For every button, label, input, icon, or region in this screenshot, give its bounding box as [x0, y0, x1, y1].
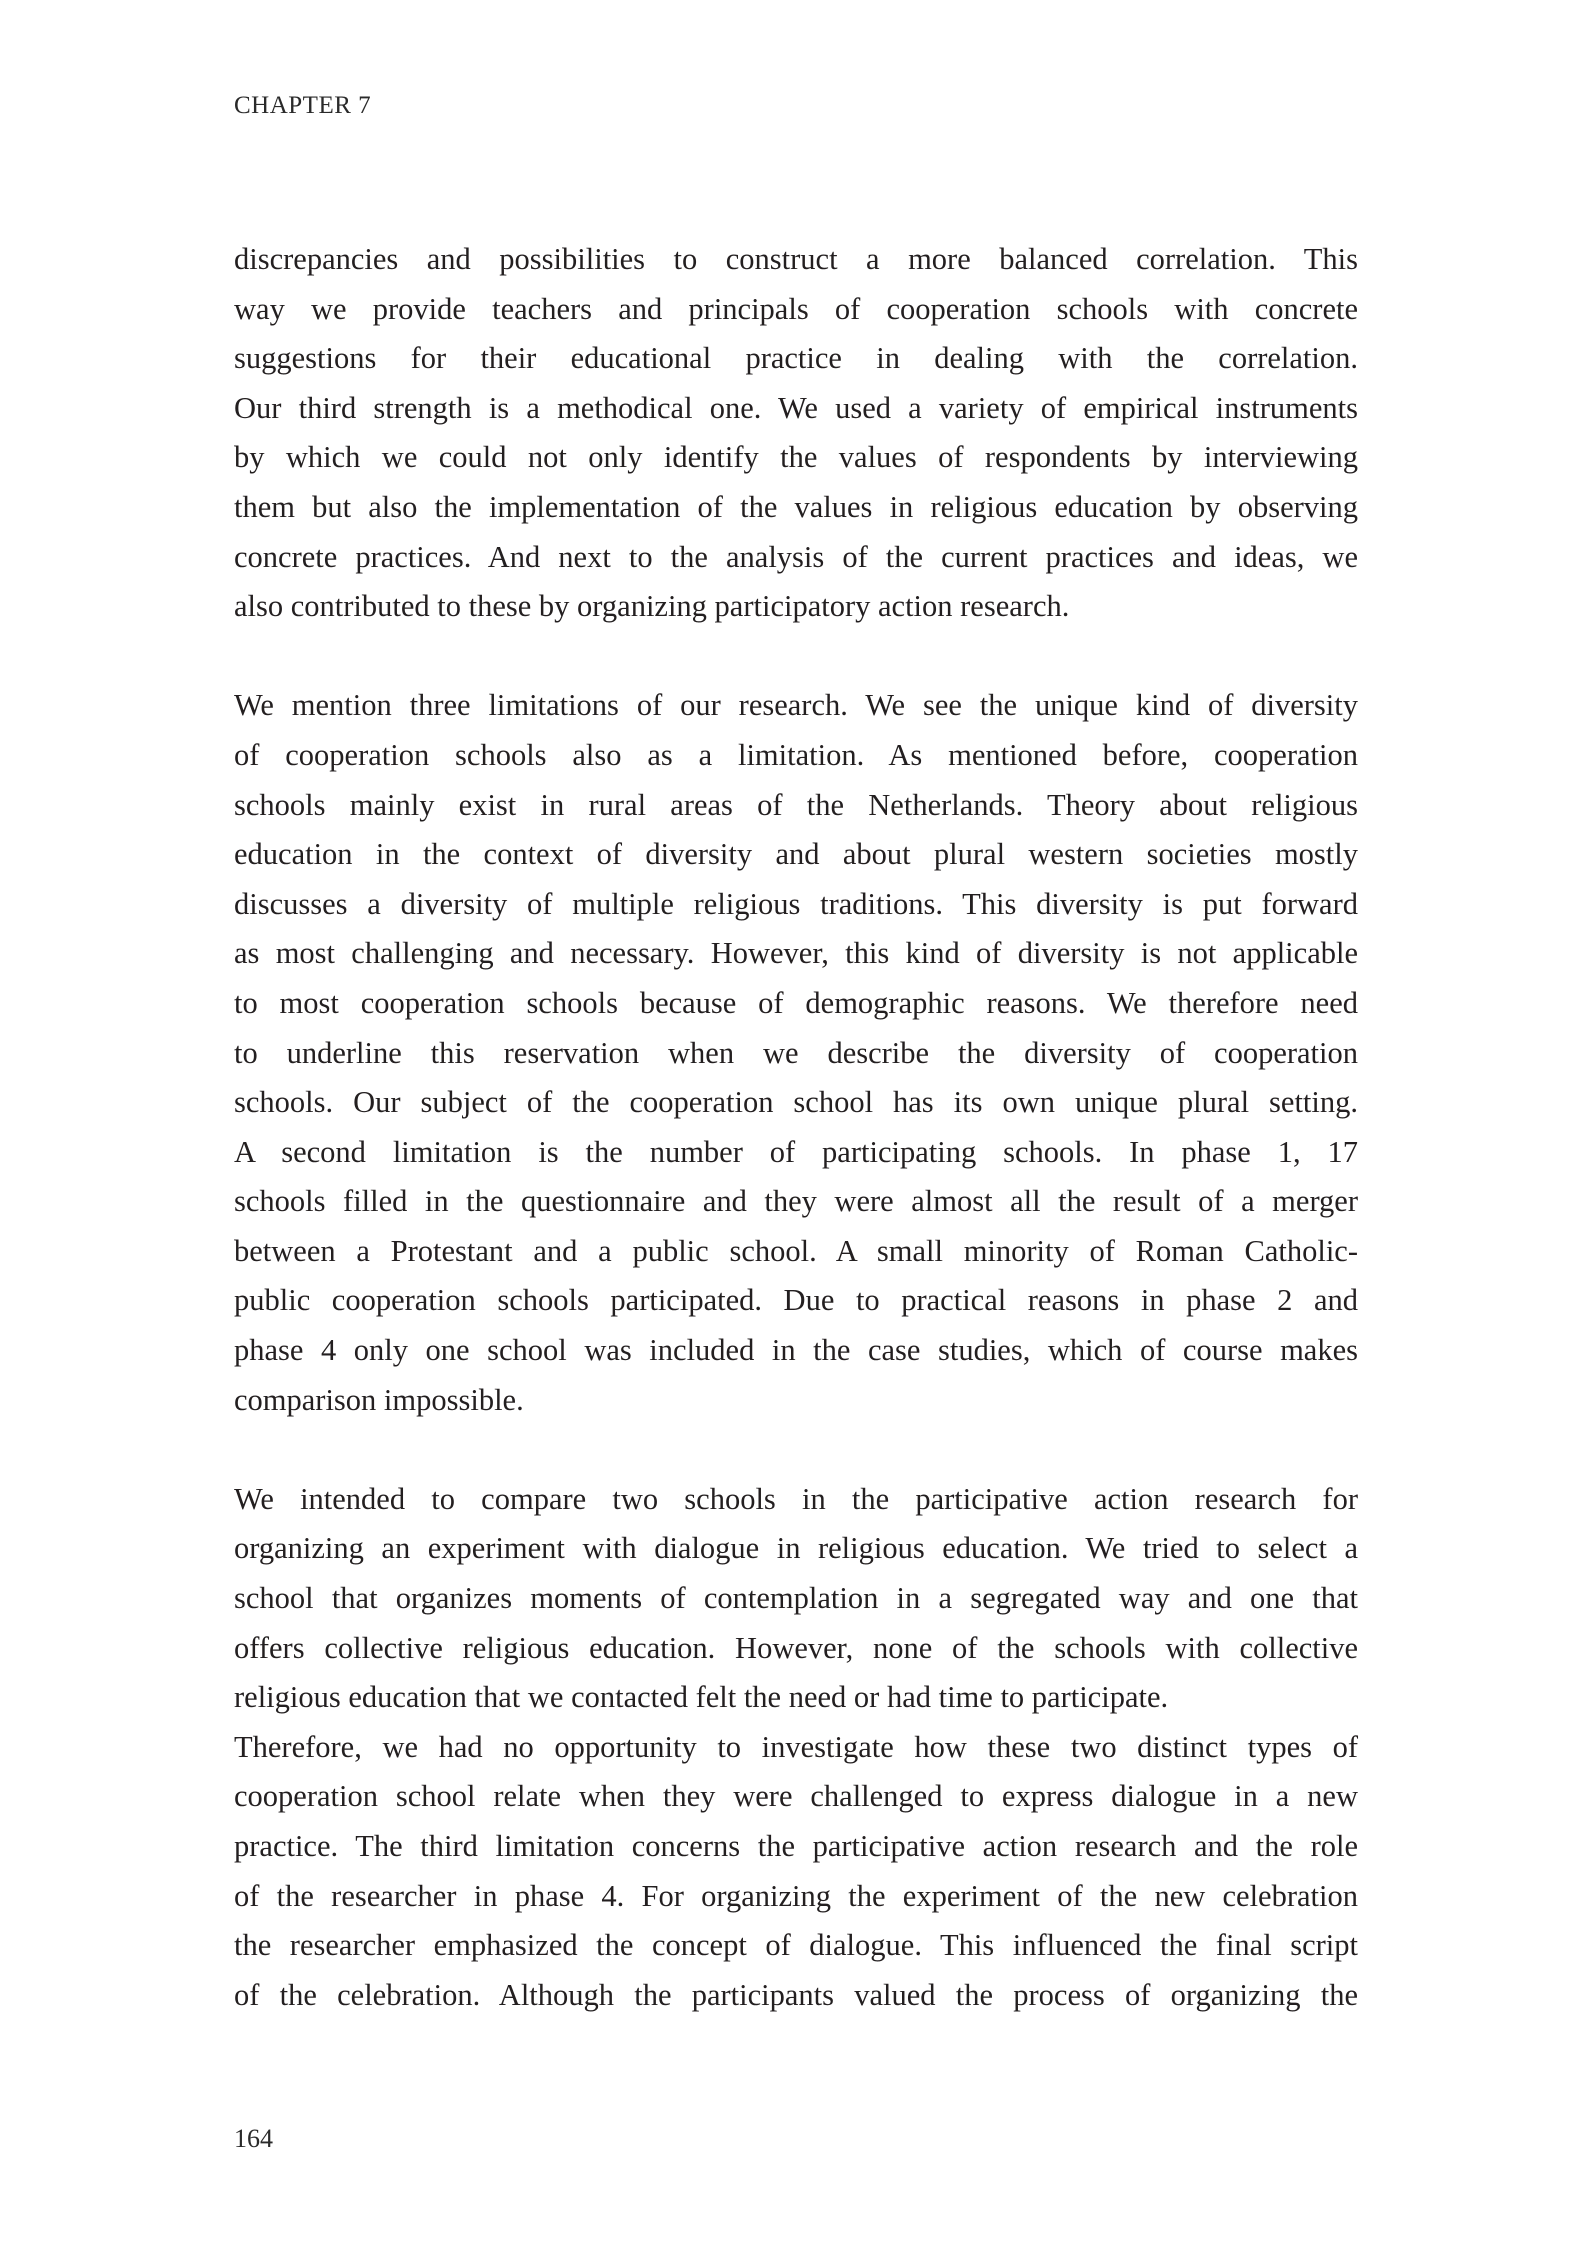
text-line: school that organizes moments of contemplation in a segregated way and one that [234, 1581, 1358, 1616]
text-line: discusses a diversity of multiple religious traditions. This diversity is put forward [234, 886, 1358, 921]
text-line: to most cooperation schools because of demographic reasons. We therefore need [234, 985, 1358, 1020]
text-line: as most challenging and necessary. However, this kind of diversity is not applicable [234, 936, 1358, 971]
text-line: discrepancies and possibilities to construct a more balanced correlation. This [234, 242, 1358, 276]
paragraph-comparison [234, 1475, 1358, 2021]
running-head: CHAPTER 7 [234, 92, 372, 119]
text-line: to underline this reservation when we describe the diversity of cooperation [234, 1035, 1358, 1070]
text-line: phase 4 only one school was included in the case studies, which of course makes [234, 1333, 1358, 1368]
text-line: suggestions for their educational practice in dealing with the correlation. [234, 341, 1358, 376]
text-line: concrete practices. And next to the analysis of the current practices and ideas, we [234, 539, 1358, 574]
page-number: 164 [234, 2124, 273, 2153]
text-line: offers collective religious education. However, none of the schools with collective [234, 1630, 1358, 1665]
text-line: schools mainly exist in rural areas of the Netherlands. Theory about religious [234, 787, 1358, 822]
paragraph-limitations [234, 681, 1358, 1425]
text-line: schools. Our subject of the cooperation school has its own unique plural setting. [234, 1085, 1358, 1120]
text-line: way we provide teachers and principals of cooperation schools with concrete [234, 291, 1358, 326]
text-line: of cooperation schools also as a limitation. As mentioned before, cooperation [234, 737, 1358, 772]
body-text [234, 235, 1358, 2070]
paragraph-strengths [234, 235, 1358, 632]
text-line: cooperation school relate when they were challenged to express dialogue in a new [234, 1779, 1358, 1814]
text-line: comparison impossible. [234, 1382, 524, 1417]
text-line: schools filled in the questionnaire and they were almost all the result of a merger [234, 1184, 1358, 1219]
text-line: between a Protestant and a public school. A small minority of Roman Catholic- [234, 1233, 1358, 1268]
text-line: also contributed to these by organizing participatory action research. [234, 589, 1070, 624]
text-line: Therefore, we had no opportunity to investigate how these two distinct types of [234, 1729, 1358, 1764]
text-line: Our third strength is a methodical one. We used a variety of empirical instruments [234, 390, 1358, 425]
text-line: by which we could not only identify the values of respondents by interviewing [234, 440, 1358, 475]
text-line: of the celebration. Although the participants valued the process of organizing the [234, 1977, 1358, 2012]
text-line: We mention three limitations of our research. We see the unique kind of diversity [234, 688, 1358, 723]
text-line: We intended to compare two schools in the participative action research for [234, 1481, 1358, 1516]
text-line: organizing an experiment with dialogue in religious education. We tried to select a [234, 1531, 1358, 1566]
text-line: them but also the implementation of the values in religious education by observing [234, 489, 1358, 524]
text-line: A second limitation is the number of participating schools. In phase 1, 17 [234, 1134, 1358, 1169]
text-line: the researcher emphasized the concept of dialogue. This influenced the final script [234, 1928, 1358, 1963]
text-line: public cooperation schools participated. Due to practical reasons in phase 2 and [234, 1283, 1358, 1318]
text-line: of the researcher in phase 4. For organizing the experiment of the new celebration [234, 1878, 1358, 1913]
text-line: practice. The third limitation concerns the participative action research and the role [234, 1829, 1358, 1863]
text-line: education in the context of diversity and about plural western societies mostly [234, 837, 1358, 872]
text-line: religious education that we contacted felt the need or had time to participate. [234, 1680, 1169, 1715]
